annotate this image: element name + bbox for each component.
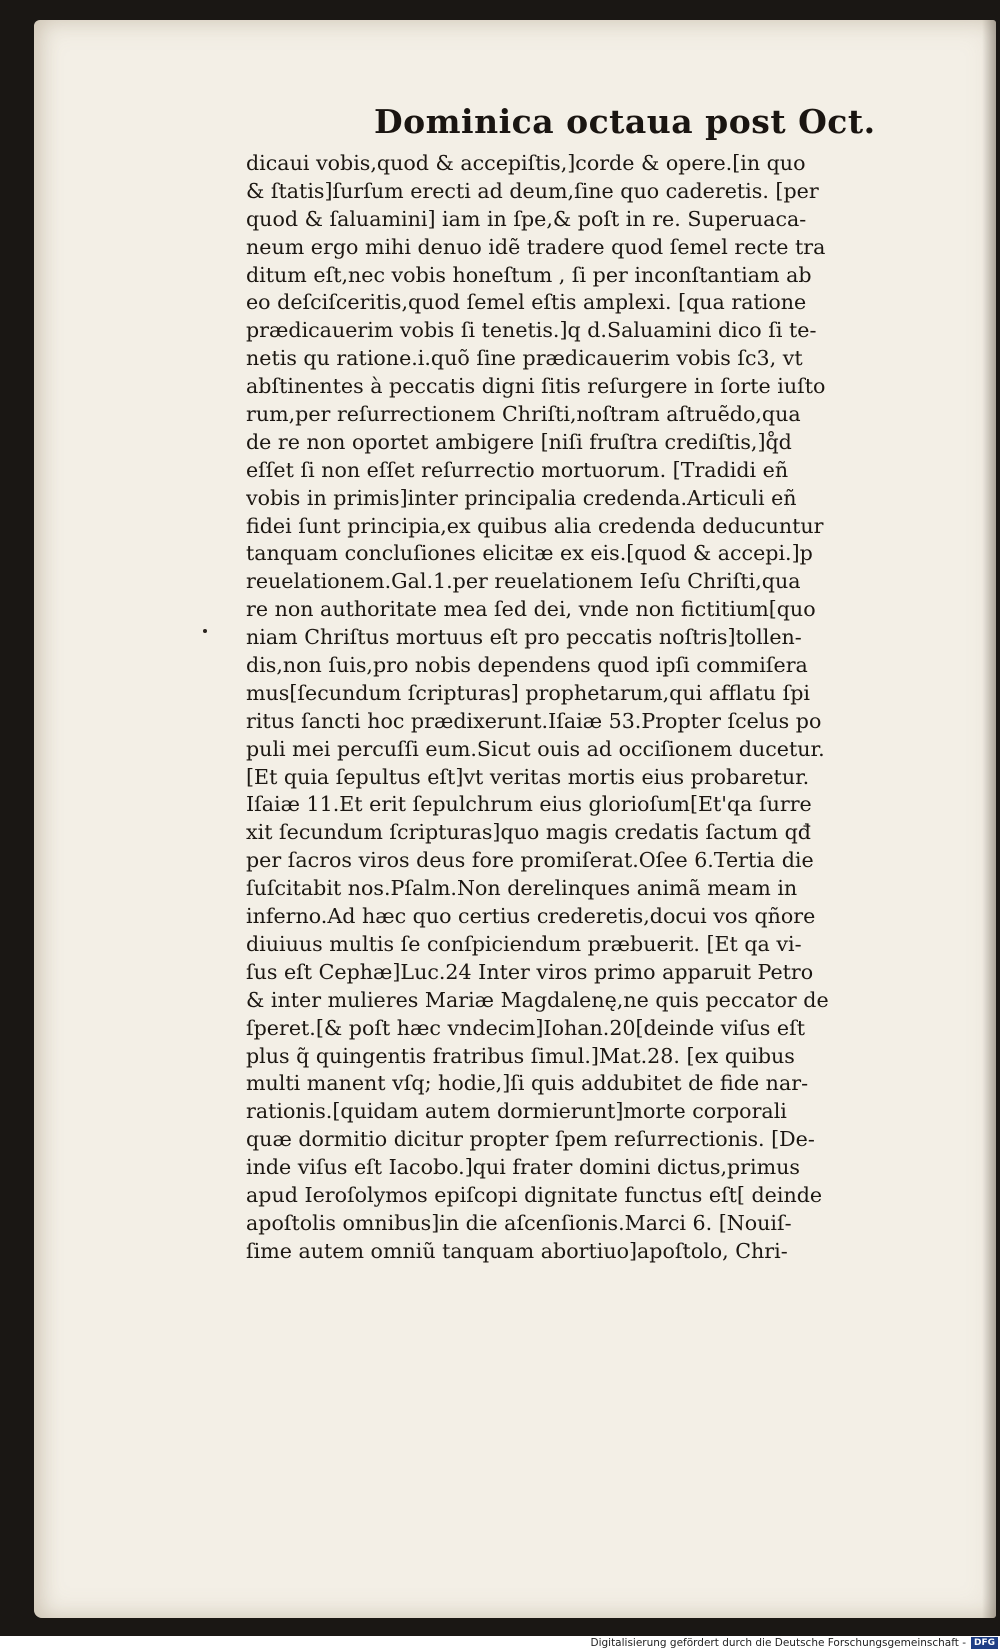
text-line: puli mei percuſſi eum.Sicut ouis ad occiſionem ducetur.	[246, 736, 825, 761]
text-line: niam Chriſtus mortuus eſt pro peccatis noſtris]tollen-	[246, 625, 802, 650]
text-line: de re non oportet ambigere [niſi fruſtra crediſtis,]q̊d	[246, 429, 792, 454]
body-text	[246, 150, 926, 1266]
text-line: mus[ſecundum ſcripturas] prophetarum,qui afflatu ſpi	[246, 680, 810, 705]
text-line: plus q̃ quingentis fratribus ſimul.]Mat.28. [ex quibus	[246, 1043, 795, 1068]
text-line: rationis.[quidam autem dormierunt]morte corporali	[246, 1099, 787, 1124]
text-line: multi manent vſq; hodie,]ſi quis addubitet de fide nar-	[246, 1071, 809, 1096]
text-line: Iſaiæ 11.Et erit ſepulchrum eius glorioſum[Et'qa ſurre	[246, 792, 812, 817]
text-line: eo deſciſceritis,quod ſemel eſtis amplexi. [qua ratione	[246, 290, 807, 315]
text-line: neum ergo mihi denuo idẽ tradere quod ſemel recte tra	[246, 234, 826, 259]
text-line: & ſtatis]ſurſum erecti ad deum,ſine quo caderetis. [per	[246, 178, 819, 203]
ink-speck	[203, 629, 207, 633]
text-line: [Et quia ſepultus eſt]vt veritas mortis eius probaretur.	[246, 764, 810, 789]
text-line: quod & ſaluamini] iam in ſpe,& poſt in re. Superuaca-	[246, 206, 807, 231]
text-line: netis qu ratione.i.quõ ſine prædicauerim vobis ſc3, vt	[246, 346, 803, 371]
text-line: apud Ieroſolymos epiſcopi dignitate functus eſt[ deinde	[246, 1182, 823, 1207]
running-head: Dominica octaua post Oct.	[374, 102, 876, 141]
text-line: per ſacros viros deus fore promiſerat.Oſee 6.Tertia die	[246, 848, 814, 873]
text-line: dis,non ſuis,pro nobis dependens quod ipſi commiſera	[246, 653, 808, 678]
text-line: ſus eſt Cephæ]Luc.24 Inter viros primo apparuit Petro	[246, 959, 814, 984]
text-line: abſtinentes à peccatis digni ſitis reſurgere in ſorte iuſto	[246, 374, 826, 399]
text-line: eſſet ſi non eſſet reſurrectio mortuorum. [Tradidi eñ	[246, 457, 789, 482]
text-line: re non authoritate mea ſed dei, vnde non fictitium[quo	[246, 597, 816, 622]
text-line: ritus ſancti hoc prædixerunt.Iſaiæ 53.Propter ſcelus po	[246, 708, 822, 733]
text-line: apoſtolis omnibus]in die aſcenſionis.Marci 6. [Nouiſ-	[246, 1210, 792, 1235]
text-line: ſuſcitabit nos.Pſalm.Non derelinques animã meam in	[246, 876, 798, 901]
text-line: vobis in primis]inter principalia credenda.Articuli eñ	[246, 485, 797, 510]
text-line: ſime autem omniũ tanquam abortiuo]apoſtolo, Chri-	[246, 1238, 788, 1263]
text-line: & inter mulieres Mariæ Magdalenę,ne quis peccator de	[246, 987, 829, 1012]
text-line: prædicauerim vobis ſi tenetis.]q d.Saluamini dico ſi te-	[246, 318, 817, 343]
text-line: tanquam concluſiones elicitæ ex eis.[quod & accepi.]p	[246, 541, 813, 566]
text-line: inde viſus eſt Iacobo.]qui frater domini dictus,primus	[246, 1155, 800, 1180]
text-line: rum,per reſurrectionem Chriſti,noſtram aſtruẽdo,qua	[246, 402, 801, 427]
text-line: inferno.Ad hæc quo certius crederetis,docui vos qñore	[246, 904, 816, 929]
text-line: diuiuus multis ſe conſpiciendum præbuerit. [Et qa vi-	[246, 931, 802, 956]
text-line: dicaui vobis,quod & accepiſtis,]corde & opere.[in quo	[246, 151, 806, 175]
text-line: quæ dormitio dicitur propter ſpem reſurrectionis. [De-	[246, 1127, 815, 1152]
dfg-logo: DFG	[971, 1637, 998, 1649]
footer-credit: Digitalisierung gefördert durch die Deutsche Forschungsgemeinschaft -	[590, 1637, 966, 1649]
text-line: ditum eſt,nec vobis honeſtum , ſi per inconſtantiam ab	[246, 262, 812, 287]
text-line: ſperet.[& poſt hæc vndecim]Iohan.20[deinde viſus eſt	[246, 1015, 805, 1040]
text-line: fidei ſunt principia,ex quibus alia credenda deducuntur	[246, 513, 824, 538]
text-line: reuelationem.Gal.1.per reuelationem Ieſu Chriſti,qua	[246, 569, 801, 594]
text-line: xit ſecundum ſcripturas]quo magis credatis ſactum qđ	[246, 820, 811, 845]
